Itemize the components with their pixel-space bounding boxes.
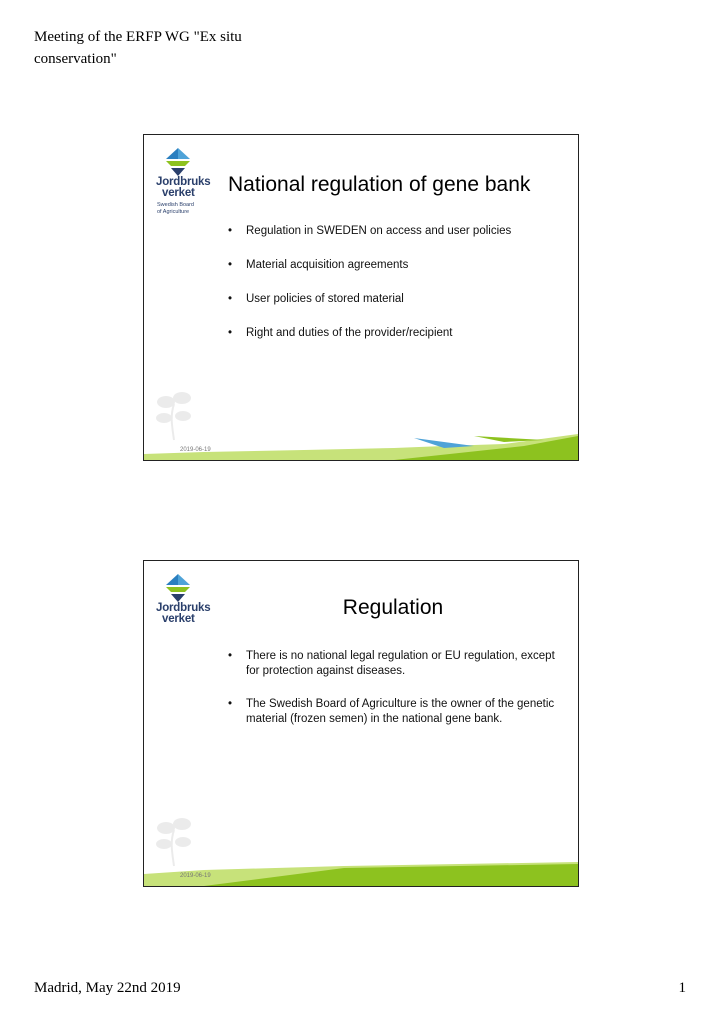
- slide-2: [143, 560, 579, 887]
- page-header: Meeting of the ERFP WG "Ex situ conservation": [34, 29, 242, 67]
- logo-sub-1: Swedish Board: [157, 202, 194, 208]
- slide-title: Regulation: [342, 596, 444, 619]
- bullet-list: [226, 225, 566, 361]
- bullet-item: • There is no national legal regulation or EU regulation, except for protection against diseases.: [226, 649, 556, 679]
- page-number: 1: [678, 980, 686, 996]
- logo-word-2: verket: [162, 613, 195, 625]
- logo-word-2: verket: [162, 187, 195, 199]
- slide-date: 2019-06-19: [180, 447, 211, 453]
- slide-date: 2019-06-19: [180, 873, 211, 879]
- bullet-item: • The Swedish Board of Agriculture is the owner of the genetic material (frozen semen) in the national gene bank.: [226, 697, 556, 727]
- logo-word-1: Jordbruks: [156, 176, 211, 188]
- bullet-list: [226, 649, 556, 745]
- jordbruksverket-logo: [149, 147, 211, 216]
- logo-emblem-icon: [163, 573, 193, 603]
- slide-title: National regulation of gene bank: [228, 173, 531, 196]
- jordbruksverket-logo: [149, 573, 211, 625]
- logo-word-1: Jordbruks: [156, 602, 211, 614]
- bullet-item: • Regulation in SWEDEN on access and user policies: [226, 225, 566, 259]
- bullet-item: • Material acquisition agreements: [226, 259, 566, 293]
- page-footer: Madrid, May 22nd 2019: [34, 980, 181, 996]
- logo-emblem-icon: [163, 147, 193, 177]
- bullet-item: • User policies of stored material: [226, 293, 566, 327]
- slide-1: [143, 134, 579, 461]
- bullet-item: • Right and duties of the provider/recipient: [226, 327, 566, 361]
- logo-sub-2: of Agriculture: [157, 209, 190, 215]
